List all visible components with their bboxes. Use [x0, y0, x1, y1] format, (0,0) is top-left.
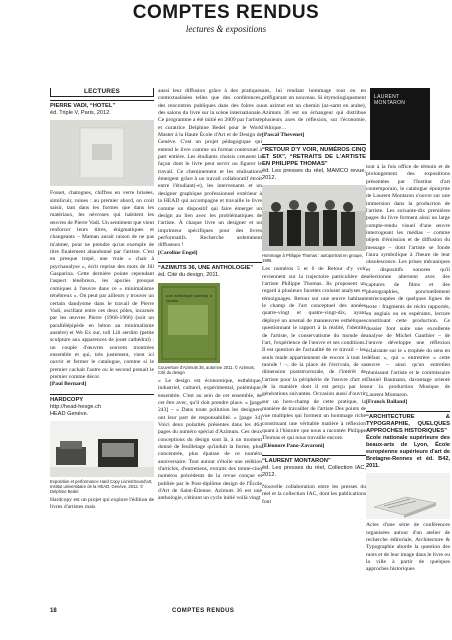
retour-group-photo-art — [262, 185, 366, 251]
page-footer — [50, 606, 450, 618]
review-publisher-azimuts: éd. Cité du design, 2011. — [158, 271, 220, 278]
review-publisher-hotel: éd. Triple V, Paris, 2012. — [50, 110, 111, 117]
column-4 — [366, 88, 450, 618]
review-title-retour: “RETOUR D'Y VOIR, NUMÉROS CINQ ET SIX”, “RETRAITS DE L'ARTISTE EN PHILIPPE THOMAS” — [262, 144, 366, 168]
hotel-cover-image — [50, 120, 154, 186]
hotel-cover-art — [50, 120, 154, 186]
retour-caption: Hommage à Philippe Thomas : autoportrait en groupe, 1985. — [262, 253, 363, 264]
review-body-retour: Les numéros 5 et 6 de Retour d'y voir reviennent sur la trajectoire particulière de l'artiste Philippe Thomas. Ils proposent un regard à plusieurs facettes croisant analyses et témoignages. Retour sur une œuvre habitant le champ de l'art conceptuel des années quatre-vingt et quatre-vingt-dix, ayant déployé un arsenal de manœuvres esthétiques questionnant le rapport à la réalité, l'identité de l'artiste, le conservatisme du monde de l'art, l'expérience de l'œuvre et ses conditions. Il est question de l'actualité de ce travail – les seuls made appartiennent de encore à tout le monde ! –, de la place de l'écrivain, de sa dimension poststructurale, de l'intérêt de l'artiste pour la périphérie de l'œuvre d'art et de la manière dont il est perçu par les générations suivantes. Occasion aussi d'ouvrir sur un hors-champ de cette pratique, la manière de travailler de l'artiste Des points de vue multiples qui forment un hommage riche constituant une véritable matière à réflexion quant à l'histoire que nous a racontée Philippe Thomas et qui nous travaille encore. — [262, 266, 366, 442]
review-body-montaron: Nouvelle collaboration entre les presses du réel et la collection IAC, dont les publications font — [262, 484, 366, 505]
page-number: 18 — [50, 608, 57, 614]
architecture-book-photo — [366, 473, 450, 519]
review-body-azimuts: « Le design est économique, esthétique, industriel, culturel, expérimental, polémique, ensemble. C'est au sein de cet ensemble, de cet être avec, qu'il doit prendre place. » [page 243] – « Dans toute pollution les designers ont leur part de responsabilité. » [page 34] Voici deux polarités présentes dans les 464 pages du numéro spécial d'Azimuts. Ces deux conceptions du design sont là, à un moment donné de feuilletage qu'induit la forme, plus concentrée, plus épaisse de ce numéro anniversaire. Tout autour s'étoile une rédition d'articles, d'entretiens, extraits des trente-cinq numéros précédents de la revue conçue et publiée par le Post-diplôme design de l'École d'Art de Saint-Étienne. Azimuts 36 est une anthologie, s'étirant un cycle initié voilà vingt — [158, 377, 262, 502]
review-signature-hotel: [Paul Bernard] — [50, 381, 87, 388]
hardcopy-exhibition-art — [50, 421, 154, 477]
review-publisher-architecture: École nationale supérieure des beaux-arts de Lyon, École européenne supérieure d'art de Bretagne-Rennes et éd. B42, 2011. — [366, 435, 450, 470]
review-publisher-hardcopy: HEAD Genève. — [50, 410, 89, 417]
column-2 — [158, 88, 262, 618]
rubric-lectures: LECTURES — [50, 88, 154, 97]
review-publisher-montaron: éd. Les presses du réel, Collection IAC, 2012. — [262, 465, 366, 478]
column-3 — [262, 88, 366, 618]
montaron-cover-line-2: MONTARON — [374, 100, 406, 106]
review-body-hotel: Fosset, chatognes, chiffres en verre brisées, similicuir, ruines : au premier abord, on croit saisir, tant dans les formes que dans les matériaux, les névroses qui habitent les œuvres de Pierre Vadi. Un sentiment que vient renforcer leurs titres, énigmatiques et changeants – Maman aurait raison de ne pas m'aimer, pour ne prendre qu'un exemple de titre finalement abandonné par l'artiste. C'est en presque tropé, une vraie « chair à psychanalyse », écrit reprise des mots de Jill Gasparina. Cette dernière pointe cependant l'aspect ténébreux, les apories presque comiques à l'œuvre dans ce « minimalisme ténébreux ». On peut par ailleurs y trouver un certain dandysme dans le travail de Pierre Vadi, oscillant entre ces deux pôles, incarnés par les œuvres Pierre (1966-1966) (soit un parallélépipède en béton au minimalisme austère) et We Ex sur, toll Lili serdim (petite sculpture aux apparences de jouet cathédral) : un couple d'œuvres souvent montrées ensemble et qui, très justement, vient ici ouvrir et fermer le catalogue, comme si le premier cachait l'autre ou le second prenait le premier comme décor. — [50, 190, 154, 380]
hardcopy-caption: Exposition et performance Hard Copy Livres/Sound’art, Institut universitaire de la HEAD, Genève, 2012. © Delphine Bedel — [50, 478, 153, 494]
review-title-azimuts: “AZIMUTS 36, UNE ANTHOLOGIE” — [158, 262, 262, 272]
review-signature-azimuts: [Pascal Thevenet] — [262, 132, 305, 139]
section-title: COMPTES RENDUS — [132, 2, 320, 23]
montaron-cover-line-1: LAURENT — [374, 94, 400, 100]
review-publisher-retour: éd. Les presses du réel, MAMCO revue, 2012. — [262, 168, 366, 182]
review-body-architecture: Actes d'une série de conférences organisées autour d'un atelier de recherche éditoriale, Architecture & Typographie aborde la question des mots et de leur image dans le livre ou la ville à partir de quelques approches historiques — [366, 522, 450, 573]
azimuts-cover-text: une anthologie azimuts à coudre — [166, 292, 212, 303]
review-body-montaron-cont: tout à la fois office de témoin et de prolongement des expositions présentées par l'Institut d'art contemporain, le catalogue éponyme de Laurent Montaron s'ouvre sur une immersion dans la production de l'artiste. Les soixante-dix premières pages du livre forment ainsi un large compte-rendu visuel d'une œuvre interrogeant les médias – comme objets d'émission et de diffusion du message – dont l'artiste se fonde l'aura symbolique à l'heure de leur obsolescence. Les prises mécaniques et dispositifs sonores qu'il sélectionne alternent avec des captures de films et des photographies, ponctuellement entrecoupées de quelques lignes de texte : fragments de récits rapportés, en anglais ou en espéranto, lecture constituant cette production. Ce dossier font suite une excellente analyse de Michel Gauthier – de l'œuvre développe une réflexion éclairante sur le « trophée du sens en défaut », qui « entretrère » cette œuvre – ainsi qu'un entretien réunissant l'artiste et le commissaire Daniel Baumann, davantage orienté sur la production Musique de Laurent Montaron. — [366, 164, 450, 398]
review-body-azimuts-cont: ans, lui rendant hommage tout en en préfigurant un nouveau. Si étymologiquement un azimut est un chemin (az-samt en arabe), Azimuts 36 est un échangeur qui distribue plusieurs axes de réflexion, sur l'économie, l'éthique… — [262, 88, 366, 131]
review-signature-montaron: [Franck Balland] — [366, 399, 408, 405]
review-title-hardcopy: HARDCOPY — [50, 394, 154, 404]
azimuts-caption: Couverture d'Azimuts 36, automne 2011. © Azimuts, Cité du design — [158, 364, 255, 375]
section-subtitle: lectures & expositions — [185, 24, 267, 34]
architecture-book-art — [366, 473, 450, 519]
montaron-cover-image — [370, 88, 430, 160]
masthead — [0, 2, 452, 35]
footer-section-title: COMPTES RENDUS — [172, 608, 235, 614]
column-1 — [50, 88, 154, 618]
hardcopy-photo — [50, 421, 154, 477]
azimuts-cover-image — [158, 283, 220, 363]
review-title-montaron: “LAURENT MONTARON” — [262, 455, 366, 465]
review-title-architecture: “ARCHITECTURE & TYPOGRAPHIE, QUELQUES APPROCHES HISTORIQUES” — [366, 411, 450, 435]
review-body-hardcopy: Hardcopy est un projet qui explore l'édition de livres d'artistes mais — [50, 496, 154, 510]
review-signature-retour: [Eléonore Pano-Zavaroni] — [262, 442, 325, 449]
review-body-hardcopy-cont: aussi leur diffusion grâce à des pratiques contextualisées telles que des conférences, des rencontres publiques dans des foires ou des salons du livre sur la scène internationale. Ce programme a été initié en 2009 par l'artiste et curatrice Delphine Bedel pour le Work Master à la Haute École d'Art et de Design de Genève. C'est un projet pédagogique qui entend le livre comme un format contextuel à part entière. Les étudiants choisis creusent la façon dont le livre peut servir ou figurer le travail. Ce cheminement et les réalisations émergent grâce à un travail collaboratif étroit entre l'étudiant(-e), les intervenants et un designer graphique professionnel extérieur à la HEAD qui accompagne et travaille le livre comme un dispositif qui faire émerger un design au lien avec les problématiques de l'artiste. À chaque livre un designer et un imprimeur spécifiques pour des livres performatifs. Recherche ardemment diffuseurs ! — [158, 88, 262, 249]
retour-group-photo — [262, 185, 366, 251]
review-url-hardcopy[interactable]: http://head-hesge.ch — [50, 403, 102, 410]
review-title-hotel: PIERRE VADI, “HOTEL” — [50, 100, 154, 110]
review-signature-hardcopy: [Caroline Engel] — [158, 249, 198, 256]
